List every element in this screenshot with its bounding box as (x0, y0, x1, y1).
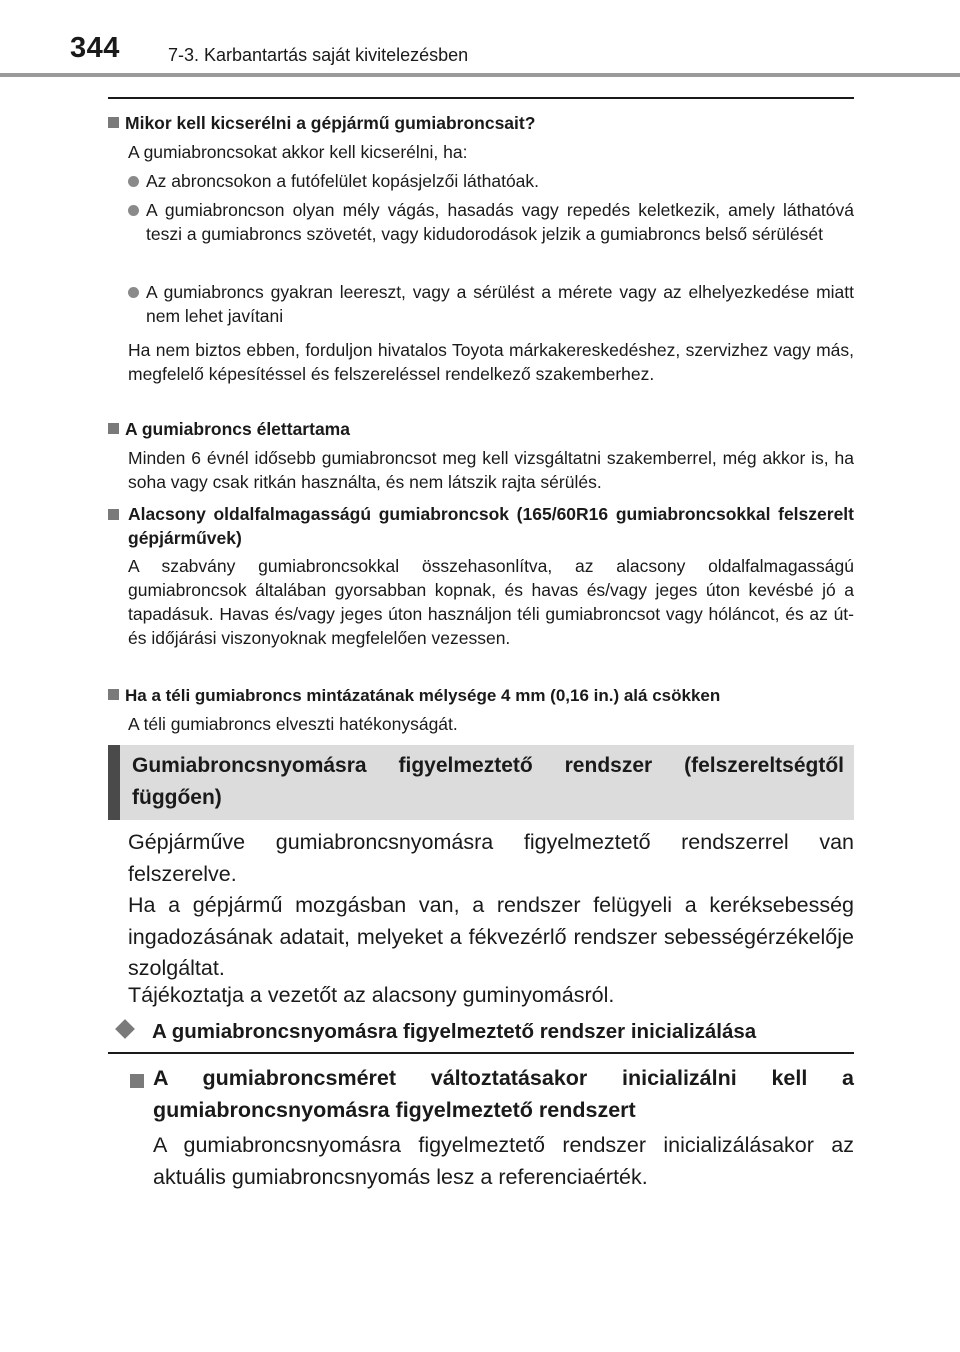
section-heading-lifetime: A gumiabroncs élettartama (108, 417, 854, 441)
section-heading-winter-tire: Ha a téli gumiabroncs mintázatának mélysége 4 mm (0,16 in.) alá csökken (108, 684, 854, 708)
main-paragraph: Gépjárműve gumiabroncsnyomásra figyelmeztető rendszerrel van felszerelve. (128, 830, 854, 886)
subsection-heading-row (108, 1017, 854, 1057)
content-top-rule (108, 97, 854, 99)
section-intro: A gumiabroncsokat akkor kell kicserélni, ha: (128, 142, 468, 162)
section-body: A szabvány gumiabroncsokkal összehasonlítva, az alacsony oldalfalmagasságú gumiabroncsok általában gyorsabban kopnak, és havas és/vagy jeges úton kevésbé jó a tapadásuk. Havas és/vagy jeges úton használjon téli gumiabroncsot vagy hóláncot, és az út- és időjárási viszonyoknak megfelelően vezessen. (128, 556, 854, 648)
section-heading-low-profile: Alacsony oldalfalmagasságú gumiabroncsok (165/60R16 gumiabroncsokkal felszerelt gépjárművek) (108, 502, 854, 550)
item-body: A gumiabroncsnyomásra figyelmeztető rendszer inicializálásakor az aktuális gumiabroncsnyomás lesz a referenciaérték. (153, 1133, 854, 1189)
banner-accent-bar (108, 745, 120, 820)
page-number: 344 (70, 32, 120, 64)
bullet-dot-icon (128, 176, 139, 187)
header-rule (0, 73, 960, 77)
subsection-heading: A gumiabroncsnyomásra figyelmeztető rendszer inicializálása (152, 1020, 757, 1043)
section-banner (108, 745, 854, 820)
diamond-bullet-icon (115, 1019, 135, 1039)
banner-title: Gumiabroncsnyomásra figyelmeztető rendszer (felszereltségtől függően) (132, 754, 844, 809)
main-paragraph: Tájékoztatja a vezetőt az alacsony guminyomásról. (128, 983, 615, 1007)
subsection-rule (108, 1052, 854, 1054)
section-heading-when-replace: Mikor kell kicserélni a gépjármű gumiabroncsait? (108, 111, 854, 135)
main-paragraph: Ha a gépjármű mozgásban van, a rendszer felügyeli a keréksebesség ingadozásának adatait, melyeket a fékvezérlő rendszer sebességérzékelője szolgáltat. (128, 893, 854, 980)
square-bullet-icon (108, 117, 119, 128)
square-bullet-icon (108, 509, 119, 520)
list-item: A gumiabroncson olyan mély vágás, hasadás vagy repedés keletkezik, amely láthatóvá teszi a gumiabroncs szövetét, vagy kidudorodások jelzik a gumiabroncs belső sérülését (146, 198, 854, 246)
list-item: A gumiabroncs gyakran leereszt, vagy a sérülést a mérete vagy az elhelyezkedése miatt nem lehet javítani (146, 280, 854, 328)
square-bullet-icon (130, 1074, 144, 1088)
square-bullet-icon (108, 689, 119, 700)
bullet-dot-icon (128, 205, 139, 216)
section-body: A téli gumiabroncs elveszti hatékonyságát. (128, 714, 458, 734)
item-heading: A gumiabroncsméret változtatásakor inicializálni kell a gumiabroncsnyomásra figyelmeztető rendszert (153, 1066, 854, 1122)
square-bullet-icon (108, 423, 119, 434)
list-item: Az abroncsokon a futófelület kopásjelzői láthatóak. (146, 169, 854, 193)
bullet-dot-icon (128, 287, 139, 298)
chapter-title: 7-3. Karbantartás saját kivitelezésben (168, 45, 469, 65)
section-note: Ha nem biztos ebben, forduljon hivatalos Toyota márkakereskedéshez, szervizhez vagy más, megfelelő képesítéssel és felszereléssel rendelkező szakemberhez. (128, 340, 854, 384)
section-body: Minden 6 évnél idősebb gumiabroncsot meg kell vizsgáltatni szakemberrel, még akkor is, ha soha vagy csak ritkán használta, és nem látszik rajta sérülés. (128, 448, 854, 492)
page-header (0, 0, 960, 78)
